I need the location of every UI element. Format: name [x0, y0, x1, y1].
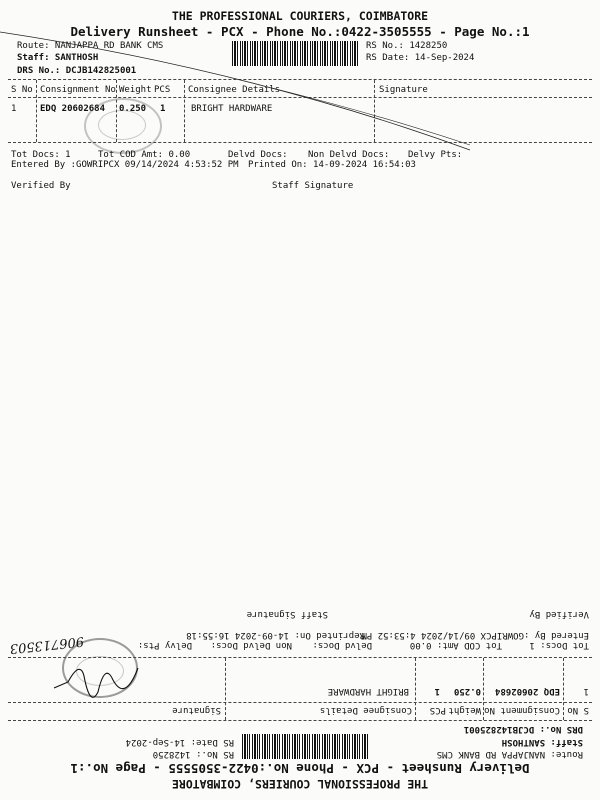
- drs-number: DRS No.: DCJB142825001: [17, 66, 137, 76]
- row-consignment: EDQ 20602684: [494, 686, 560, 696]
- entered-by: Entered By :GOWRIPCX 09/14/2024 4:53:52 PM: [11, 160, 239, 170]
- verified-by: Verified By: [11, 181, 71, 191]
- staff-label: Staff: SANTHOSH: [501, 737, 583, 747]
- col-header-signature: Signature: [379, 85, 428, 95]
- delvd-docs: Delvd Docs:: [312, 640, 372, 650]
- rs-number: RS No.: 1428250: [366, 41, 448, 51]
- staff-signature: Staff Signature: [272, 181, 354, 191]
- rs-date: RS Date: 14-Sep-2024: [125, 737, 234, 747]
- delvy-pts: Delvy Pts:: [137, 640, 192, 650]
- row-sno: 1: [583, 686, 589, 696]
- tot-docs: Tot Docs: 1: [529, 640, 589, 650]
- signature-scribble: [0, 400, 600, 800]
- col-header-pcs: PCS: [429, 705, 446, 715]
- tot-docs: Tot Docs: 1: [11, 150, 71, 160]
- runsheet-title: Delivery Runsheet - PCX - Phone No.:0422-3505555 - Page No.:1: [70, 761, 530, 776]
- col-header-consignee: Consignee Details: [319, 705, 412, 715]
- row-pcs: 1: [160, 104, 166, 114]
- non-delvd-docs: Non Delvd Docs:: [210, 640, 292, 650]
- col-header-pcs: PCS: [154, 85, 171, 95]
- col-header-weight: Weight: [448, 705, 481, 715]
- handwritten-number: 906713503: [8, 633, 85, 656]
- col-header-sno: S No: [567, 705, 589, 715]
- divider: [8, 657, 592, 658]
- runsheet-title: Delivery Runsheet - PCX - Phone No.:0422-3505555 - Page No.:1: [70, 24, 530, 39]
- printed-on: Printed On: 14-09-2024 16:54:03: [248, 160, 416, 170]
- rs-date: RS Date: 14-Sep-2024: [366, 53, 475, 63]
- row-pcs: 1: [434, 686, 440, 696]
- runsheet-copy-bottom: [0, 400, 600, 800]
- col-header-consignment: Consignment No: [484, 705, 560, 715]
- staff-label: Staff: SANTHOSH: [17, 53, 99, 63]
- col-header-consignee: Consignee Details: [188, 85, 281, 95]
- entered-by: Entered By :GOWRIPCX 09/14/2024 4:53:52 PM: [361, 630, 589, 640]
- non-delvd-docs: Non Delvd Docs:: [308, 150, 390, 160]
- row-consignee: BRIGHT HARDWARE: [191, 104, 273, 114]
- delvy-pts: Delvy Pts:: [408, 150, 463, 160]
- verified-by: Verified By: [529, 609, 589, 619]
- row-consignment: EDQ 20602684: [40, 104, 106, 114]
- rs-number: RS No.: 1428250: [152, 749, 234, 759]
- col-header-consignment: Consignment No: [40, 85, 116, 95]
- tot-cod-amt: Tot COD Amt: 0.00: [409, 640, 502, 650]
- staff-signature: Staff Signature: [246, 609, 328, 619]
- route-label: Route: NANJAPPA RD BANK CMS: [436, 749, 583, 759]
- company-title: THE PROFESSIONAL COURIERS, COIMBATORE: [171, 9, 429, 23]
- delvd-docs: Delvd Docs:: [228, 150, 288, 160]
- col-header-sno: S No: [11, 85, 33, 95]
- row-weight: 0.250: [453, 686, 481, 696]
- col-header-signature: Signature: [172, 705, 221, 715]
- tot-cod-amt: Tot COD Amt: 0.00: [98, 150, 191, 160]
- row-sno: 1: [11, 104, 17, 114]
- drs-number: DRS No.: DCJB142825001: [463, 724, 583, 734]
- company-title: THE PROFESSIONAL COURIERS, COIMBATORE: [171, 777, 429, 791]
- row-weight: 0.250: [119, 104, 147, 114]
- col-header-weight: Weight: [119, 85, 152, 95]
- reprinted-on: Reprinted On: 14-09-2024 16:55:18: [186, 630, 365, 640]
- route-label: Route: NANJAPPA RD BANK CMS: [17, 41, 164, 51]
- row-consignee: BRIGHT HARDWARE: [327, 686, 409, 696]
